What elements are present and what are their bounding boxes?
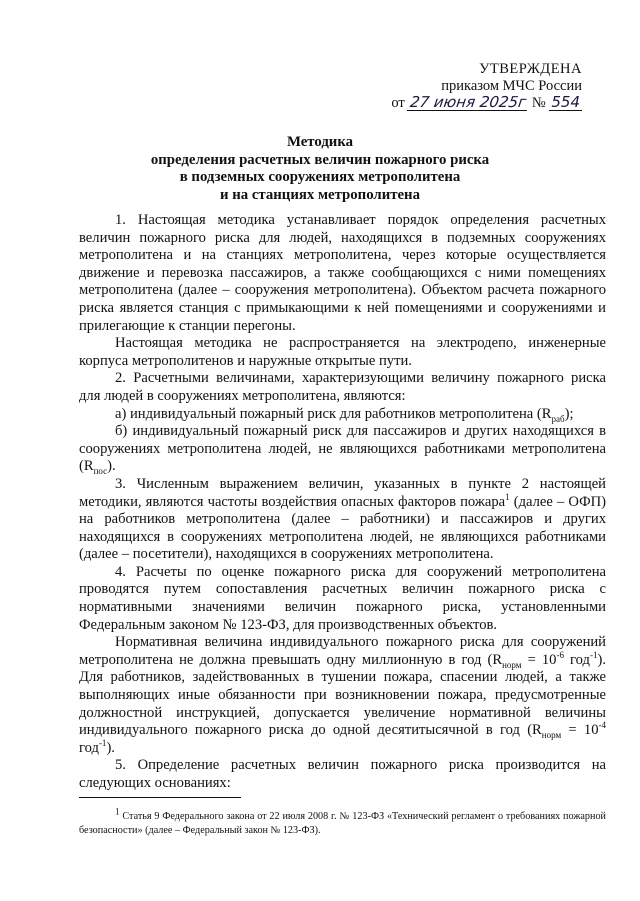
- paragraph-2: Настоящая методика не распространяется на электродепо, инженерные корпуса метрополитенов и наружные открытые пути.: [79, 335, 606, 369]
- norm-text-e: = 10: [561, 722, 599, 739]
- paragraph-norm: [79, 634, 606, 757]
- handwritten-date: 27 июня 2025г: [409, 93, 528, 111]
- heading-line-2: определения расчетных величин пожарного риска: [150, 151, 490, 168]
- paragraph-3-frequencies: [79, 476, 606, 564]
- norm-text-b: = 10: [521, 651, 557, 668]
- approval-block: [352, 61, 582, 112]
- norm-exponent-2: -1: [590, 649, 598, 660]
- paragraph-item-b: [79, 423, 606, 476]
- paragraph-4: 4. Расчеты по оценке пожарного риска для сооружений метрополитена проводятся путем сопоставления расчетных величин пожарного риска с нормативными значениями величин пожарного риска, установленными Федеральным законом № 123-ФЗ, для производственных объектов.: [79, 563, 606, 633]
- norm-text-a: Нормативная величина индивидуального пожарного риска для сооружений метрополитена не должна превышать одну миллионную в год (R: [79, 634, 606, 668]
- p5-text-b: (далее – ОФП) на работников метрополитена (далее – работники) и пассажиров и других находящихся в сооружениях метрополитена людей, не являющихся работниками (далее – посетители), находящихся в сооружениях метрополитена.: [79, 493, 606, 563]
- norm-text-d: ). Для работников, задействованных в тушении пожара, спасении людей, а также выполняющих иные обязанности при возникновении пожара, предусмотренные должностной инструкцией, допускается увеличение нормативной величины индивидуального пожарного риска до одной десятитысячной в год (R: [79, 651, 607, 739]
- approval-order-line: приказом МЧС России: [441, 78, 582, 94]
- document-heading: [80, 134, 560, 204]
- item-a-text: а) индивидуальный пожарный риск для работников метрополитена (R: [115, 405, 552, 422]
- approval-title: УТВЕРЖДЕНА: [479, 61, 582, 77]
- paragraph-3: 2. Расчетными величинами, характеризующими величину пожарного риска для людей в сооружениях метрополитена, являются:: [79, 370, 606, 404]
- norm-exponent-1: -6: [556, 649, 564, 660]
- paragraph-item-a: [79, 406, 606, 424]
- footnote-reference[interactable]: 1: [505, 491, 510, 502]
- heading-line-3: в подземных сооружениях метрополитена: [179, 169, 461, 185]
- norm-exponent-4: -1: [98, 737, 107, 748]
- item-b-subscript: пос: [93, 466, 108, 477]
- norm-text-c: год: [563, 651, 590, 668]
- approval-prefix: от: [391, 95, 405, 111]
- document-body: [79, 212, 606, 793]
- paragraph-1: 1. Настоящая методика устанавливает порядок определения расчетных величин пожарного риска для людей, находящихся в подземных сооружениях метрополитена и на станциях метрополитена, через которые осуществляется движение и перевозка пассажиров, а также сообщающихся с ними помещениях метрополитена (далее – сооружения метрополитена). Объектом расчета пожарного риска является станция с примыкающими к ней помещениями и сооружениями и прилегающие к станции перегоны.: [79, 212, 606, 334]
- item-a-end: );: [564, 405, 574, 422]
- norm-subscript-1: норм: [502, 659, 522, 670]
- footnote: [79, 806, 606, 838]
- heading-line-1: Методика: [286, 134, 354, 150]
- norm-text-f: год: [79, 739, 99, 756]
- norm-subscript-2: норм: [541, 730, 562, 741]
- footnote-divider: [79, 797, 241, 798]
- norm-text-g: ).: [106, 739, 115, 756]
- handwritten-number: 554: [551, 93, 580, 111]
- p5-text-a: 3. Численным выражением величин, указанных в пункте 2 настоящей методики, являются частоты воздействия опасных факторов пожара: [79, 475, 606, 510]
- heading-line-4: и на станциях метрополитена: [220, 186, 420, 203]
- norm-exponent-3: -4: [598, 720, 606, 731]
- item-b-text: б) индивидуальный пожарный риск для пассажиров и других находящихся в сооружениях метрополитена людей, не являющихся работниками метрополитена (R: [79, 423, 606, 475]
- approval-date-number-line: [352, 95, 582, 112]
- item-a-subscript: раб: [551, 413, 565, 424]
- footnote-text: Статья 9 Федерального закона от 22 июля 2008 г. № 123-ФЗ «Технический регламент о требованиях пожарной безопасности» (далее – Федеральный закон № 123-ФЗ).: [79, 811, 606, 836]
- paragraph-5: 5. Определение расчетных величин пожарного риска производится на следующих основаниях:: [79, 757, 606, 791]
- number-label: №: [531, 95, 546, 111]
- item-b-end: ).: [107, 458, 116, 475]
- footnote-mark: 1: [115, 806, 120, 817]
